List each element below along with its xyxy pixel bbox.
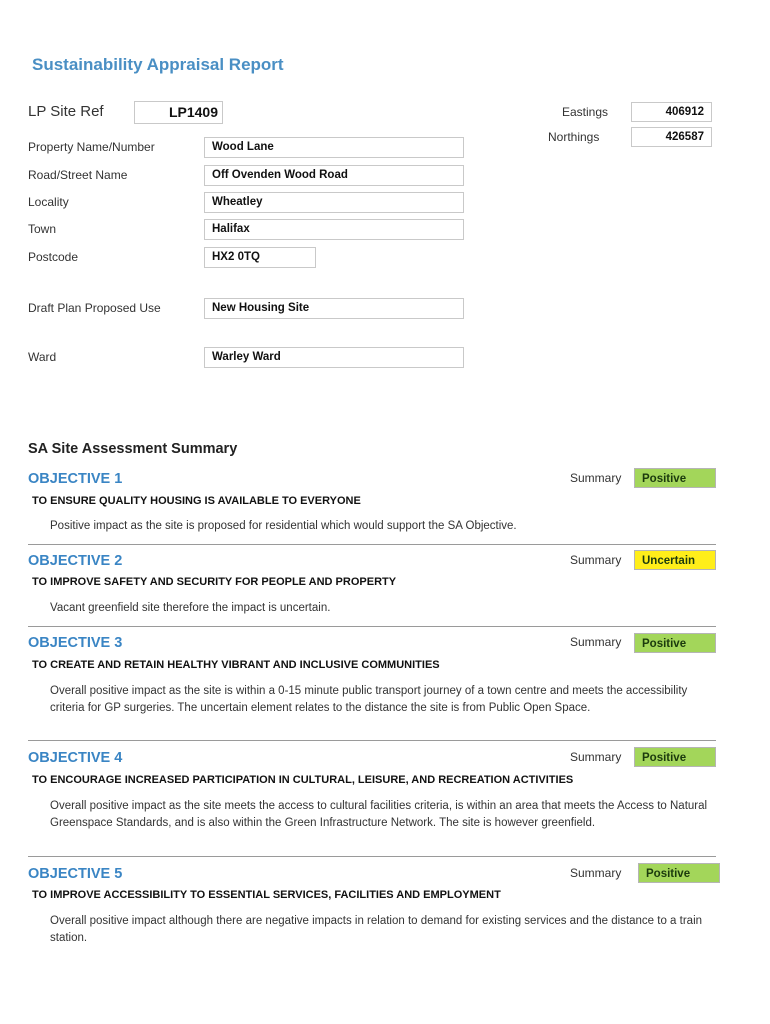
objective-divider [28, 544, 716, 545]
objective-text: Overall positive impact as the site is within a 0-15 minute public transport journey of a town centre and meets the accessibility criteria for GP surgeries. The uncertain element relates to the distance the site is from Public Open Space. [50, 685, 688, 714]
objective-divider [28, 740, 716, 741]
road-label: Road/Street Name [28, 168, 128, 182]
property-value: Wood Lane [204, 137, 464, 158]
objective-text: Overall positive impact as the site meets the access to cultural facilities criteria, is within an area that meets the Access to Natural Greenspace Standards, and is also within the Green Infrastructure Network. The site is however greenfield. [50, 800, 708, 829]
report-title: Sustainability Appraisal Report [32, 55, 284, 74]
objective-subtitle: TO IMPROVE SAFETY AND SECURITY FOR PEOPLE AND PROPERTY [32, 576, 397, 588]
summary-badge-uncertain: Uncertain [634, 550, 716, 570]
property-label: Property Name/Number [28, 140, 155, 154]
postcode-label: Postcode [28, 250, 79, 264]
northings-value: 426587 [631, 127, 712, 147]
objective-text: Vacant greenfield site therefore the impact is uncertain. [50, 602, 331, 614]
summary-label: Summary [570, 553, 622, 567]
objective-heading: OBJECTIVE 5 [28, 866, 123, 882]
eastings-label: Eastings [562, 105, 609, 119]
town-value: Halifax [204, 219, 464, 240]
locality-label: Locality [28, 195, 69, 209]
objective-subtitle: TO ENCOURAGE INCREASED PARTICIPATION IN CULTURAL, LEISURE, AND RECREATION ACTIVITIES [32, 774, 574, 786]
summary-label: Summary [570, 471, 622, 485]
objective-divider [28, 626, 716, 627]
objective-heading: OBJECTIVE 1 [28, 471, 123, 487]
summary-label: Summary [570, 635, 622, 649]
objective-subtitle: TO CREATE AND RETAIN HEALTHY VIBRANT AND INCLUSIVE COMMUNITIES [32, 659, 440, 671]
eastings-value: 406912 [631, 102, 712, 122]
site-ref-value: LP1409 [134, 101, 223, 124]
objective-text: Positive impact as the site is proposed for residential which would support the SA Objective. [50, 520, 517, 532]
summary-section-title: SA Site Assessment Summary [28, 441, 238, 457]
summary-badge-positive: Positive [634, 747, 716, 767]
summary-badge-positive: Positive [634, 633, 716, 653]
locality-value: Wheatley [204, 192, 464, 213]
site-ref-label: LP Site Ref [28, 103, 104, 120]
objective-text: Overall positive impact although there are negative impacts in relation to demand for existing services and the distance to a train station. [50, 915, 703, 944]
summary-label: Summary [570, 866, 622, 880]
proposed-use-label: Draft Plan Proposed Use [28, 301, 161, 315]
northings-label: Northings [548, 130, 600, 144]
town-label: Town [28, 222, 57, 236]
ward-label: Ward [28, 350, 57, 364]
objective-subtitle: TO ENSURE QUALITY HOUSING IS AVAILABLE TO EVERYONE [32, 495, 361, 507]
proposed-use-value: New Housing Site [204, 298, 464, 319]
postcode-value: HX2 0TQ [204, 247, 316, 268]
ward-value: Warley Ward [204, 347, 464, 368]
summary-label: Summary [570, 750, 622, 764]
objective-subtitle: TO IMPROVE ACCESSIBILITY TO ESSENTIAL SERVICES, FACILITIES AND EMPLOYMENT [32, 889, 501, 901]
objective-heading: OBJECTIVE 4 [28, 750, 123, 766]
objective-divider [28, 856, 716, 857]
objective-heading: OBJECTIVE 3 [28, 635, 123, 651]
summary-badge-positive: Positive [638, 863, 720, 883]
road-value: Off Ovenden Wood Road [204, 165, 464, 186]
objective-heading: OBJECTIVE 2 [28, 553, 123, 569]
summary-badge-positive: Positive [634, 468, 716, 488]
